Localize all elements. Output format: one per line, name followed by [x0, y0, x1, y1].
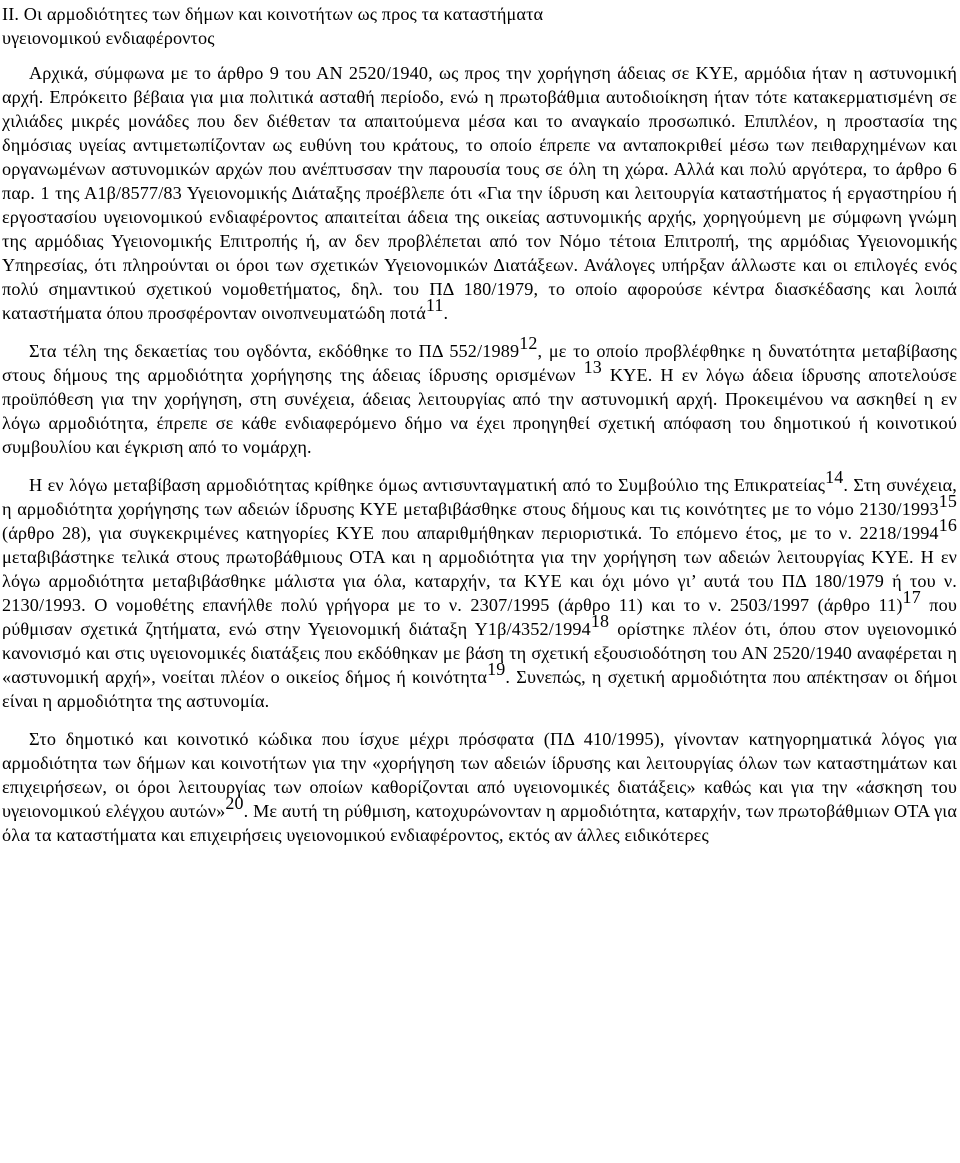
paragraph-2-segment: Στα τέλη της δεκαετίας του ογδόντα, εκδόθηκε το ΠΔ 552/1989	[29, 341, 520, 361]
paragraph-3-segment: Η εν λόγω μεταβίβαση αρμοδιότητας κρίθηκε όμως αντισυνταγματική από το Συμβούλιο της Επικρατείας	[29, 475, 826, 495]
paragraph-4	[2, 727, 957, 847]
section-heading-line-1: II. Οι αρμοδιότητες των δήμων και κοινοτήτων ως προς τα καταστήματα	[2, 4, 544, 24]
paragraph-1-tail: .	[443, 303, 449, 323]
paragraph-3-segment: ορίστηκε πλέον ότι, όπου στον υγειονομικό κανονισμό και στις υγειονομικές διατάξεις που εκδόθηκαν με βάση τη σχετική εξουσιοδότηση του ΑΝ 2520/1940 αναφέρεται η «αστυνομική αρχή», νοείται πλέον ο οικείος δήμος ή κοινότητα	[2, 619, 957, 687]
section-heading-line-2: υγειονομικού ενδιαφέροντος	[2, 28, 215, 48]
paragraph-2-segment: ΚΥΕ. Η εν λόγω άδεια ίδρυσης αποτελούσε προϋπόθεση για την χορήγηση, στη συνέχεια, άδειας λειτουργίας από την αστυνομική αρχή. Προκειμένου να ασκηθεί η εν λόγω αρμοδιότητα, έπρεπε σε κάθε ενδιαφερόμενο δήμο να έχει προηγηθεί σχετική απόφαση του δημοτικού ή κοινοτικού συμβουλίου και έγκριση από το νομάρχη.	[2, 365, 958, 457]
paragraph-1-text: Αρχικά, σύμφωνα με το άρθρο 9 του ΑΝ 2520/1940, ως προς την χορήγηση άδειας σε ΚΥΕ, αρμόδια ήταν η αστυνομική αρχή. Επρόκειτο βέβαια για μια πολιτικά ασταθή περίοδο, ενώ η πρωτοβάθμια αυτοδιοίκηση ήταν τότε κατακερματισμένη σε χιλιάδες μικρές μονάδες που δεν διέθεταν τα απαιτούμενα μέσα και το αναγκαίο προσωπικό. Επιπλέον, η προστασία της δημόσιας υγείας αντιμετωπίζονταν ως ευθύνη του κράτους, το οποίο έπρεπε να ανταποκριθεί μέσω των πειθαρχημένων και οργανωμένων αστυνομικών αρχών που ανέπτυσσαν την παρουσία τους σε όλη τη χώρα. Αλλά και πολύ αργότερα, το άρθρο 6 παρ. 1 της Α1β/8577/83 Υγειονομικής Διάταξης προέβλεπε ότι «Για την ίδρυση και λειτουργία καταστήματος ή εργαστηρίου ή εργοστασίου υγειονομικού ενδιαφέροντος απαιτείται άδεια της οικείας αστυνομικής αρχής, χορηγούμενη με σύμφωνη γνώμη της αρμόδιας Υγειονομικής Επιτροπής ή, αν δεν προβλέπεται από τον Νόμο τέτοια Επιτροπή, της αρμόδιας Υγειονομικής Υπηρεσίας, ότι πληρούνται οι όροι των σχετικών Υγειονομικών Διατάξεων. Ανάλογες υπήρξαν άλλωστε και οι επιλογές ενός πολύ σημαντικού σχετικού νομοθετήματος, δηλ. του ΠΔ 180/1979, το οποίο αφορούσε κέντρα διασκέδασης και λοιπά καταστήματα όπου προσφέρονταν οινοπνευματώδη ποτά	[2, 63, 957, 323]
paragraph-2	[2, 332, 958, 459]
paragraph-1	[2, 61, 957, 325]
footnote-ref-11: 11	[425, 294, 444, 315]
paragraph-3-segment: που ρύθμισαν σχετικά ζητήματα, ενώ στην Υγειονομική διάταξη Υ1β/4352/1994	[2, 595, 957, 639]
paragraph-3-segment: . Συνεπώς, η σχετική αρμοδιότητα που απέκτησαν οι δήμοι είναι η αρμοδιότητα της αστυνομία.	[2, 667, 957, 711]
footnote-ref-15: 15	[938, 490, 957, 511]
paragraph-2-segment: , με το οποίο προβλέφθηκε η δυνατότητα μεταβίβασης στους δήμους της αρμοδιότητα χορήγησης της άδειας ίδρυσης ορισμένων	[2, 341, 957, 385]
paragraph-3-segment: μεταβιβάστηκε τελικά στους πρωτοβάθμιους ΟΤΑ και η αρμοδιότητα για την χορήγηση των αδειών λειτουργίας ΚΥΕ. Η εν λόγω αρμοδιότητα μεταβιβάσθηκε μάλιστα για όλα, καταρχήν, τα ΚΥΕ και όχι μόνο γι’ αυτά του ΠΔ 180/1979 ή του ν. 2130/1993. Ο νομοθέτης επανήλθε πολύ γρήγορα με το ν. 2307/1995 (άρθρο 11) και το ν. 2503/1997 (άρθρο 11)	[2, 547, 957, 615]
paragraph-4-segment: Στο δημοτικό και κοινοτικό κώδικα που ίσχυε μέχρι πρόσφατα (ΠΔ 410/1995), γίνονταν κατηγορηματικά λόγος για αρμοδιότητα των δήμων και κοινοτήτων για την «χορήγηση των αδειών ίδρυσης και λειτουργίας όλων των καταστημάτων και επιχειρήσεων, οι όροι λειτουργίας των οποίων καθορίζονται από υγειονομικές διατάξεις» καθώς και για την «άσκηση του υγειονομικού ελέγχου αυτών»	[2, 729, 957, 821]
paragraph-3-segment: (άρθρο 28), για συγκεκριμένες κατηγορίες ΚΥΕ που απαριθμήθηκαν περιοριστικά. Το επόμενο έτος, με το ν. 2218/1994	[2, 523, 939, 543]
section-heading	[2, 0, 952, 50]
footnote-ref-13: 13	[583, 356, 602, 377]
paragraph-4-segment: . Με αυτή τη ρύθμιση, κατοχυρώνονταν η αρμοδιότητα, καταρχήν, των πρωτοβάθμιων ΟΤΑ για όλα τα καταστήματα και επιχειρήσεις υγειονομικού ενδιαφέροντος, εκτός αν άλλες ειδικότερες	[2, 801, 957, 845]
footnote-ref-18: 18	[590, 610, 610, 631]
footnote-ref-17: 17	[902, 586, 921, 607]
paragraph-3	[2, 466, 957, 713]
paragraph-3-segment: . Στη συνέχεια, η αρμοδιότητα χορήγησης των αδειών ίδρυσης ΚΥΕ μεταβιβάσθηκε στους δήμους και τις κοινότητες με το νόμο 2130/1993	[2, 475, 957, 519]
footnote-ref-20: 20	[225, 792, 244, 813]
footnote-ref-16: 16	[938, 514, 957, 535]
footnote-ref-12: 12	[519, 332, 538, 353]
footnote-ref-14: 14	[825, 466, 844, 487]
footnote-ref-19: 19	[487, 658, 506, 679]
